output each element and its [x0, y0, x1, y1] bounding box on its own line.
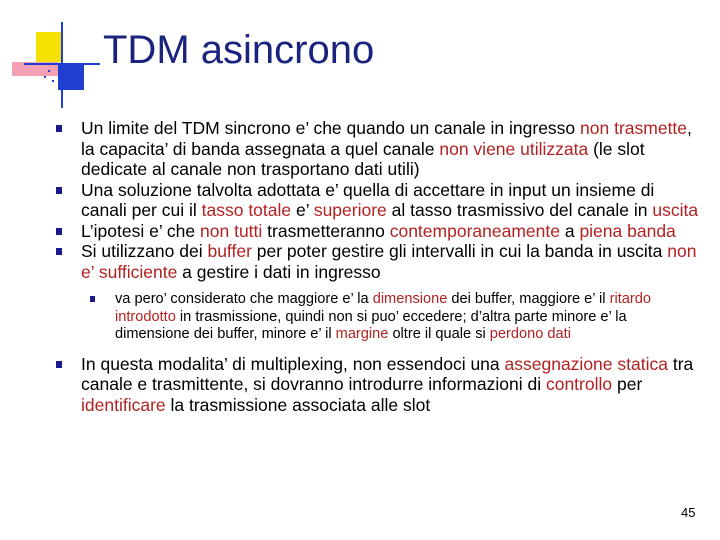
text-segment: , la capacita’ di banda assegnata a quel canale [81, 118, 692, 159]
highlighted-text: non tutti [200, 220, 263, 241]
sub-bullet-item [54, 291, 704, 344]
highlighted-text: contemporaneamente [389, 220, 560, 241]
text-segment: la trasmissione associata alle slot [165, 394, 431, 415]
bullet-text [81, 118, 692, 179]
highlighted-text: piena banda [579, 220, 676, 241]
highlighted-text: controllo [545, 374, 613, 394]
logo-horizontal-line [24, 63, 100, 65]
bullet-item [54, 221, 704, 242]
text-segment: e’ [291, 200, 314, 220]
text-segment: a [559, 220, 580, 241]
text-segment: per poter gestire gli intervalli in cui la banda in uscita [251, 241, 668, 261]
bullet-square-icon [56, 125, 62, 132]
bullet-item [54, 118, 704, 180]
bullet-text [81, 241, 696, 282]
text-segment: tra canale e trasmittente, si dovranno introdurre informazioni di [81, 353, 694, 394]
highlighted-text: non viene utilizzata [439, 138, 589, 159]
highlighted-text: superiore [313, 200, 387, 220]
logo-yellow-square [36, 32, 62, 62]
sub-bullet-square-icon [90, 296, 95, 302]
highlighted-text: ritardo introdotto [115, 291, 651, 325]
logo-dot [52, 80, 54, 82]
highlighted-text: non e’ sufficiente [81, 241, 697, 282]
sub-bullet-text [115, 291, 651, 342]
logo-dot [48, 70, 50, 72]
bullet-text [81, 221, 676, 241]
highlighted-text: margine [335, 326, 389, 342]
text-segment: Una soluzione talvolta adottata e’ quella di accettare in input un insieme di canali per cui il [81, 179, 655, 220]
slide-logo-decoration [0, 0, 100, 110]
logo-vertical-line [61, 22, 63, 108]
bullet-item [54, 180, 704, 221]
text-segment: dei buffer, maggiore e’ il [447, 291, 610, 307]
slide-title: TDM asincrono [103, 28, 375, 72]
text-segment: per [612, 374, 643, 394]
bullet-square-icon [56, 228, 62, 235]
highlighted-text: buffer [207, 241, 252, 261]
slide-content [54, 118, 704, 415]
bullet-text [81, 354, 693, 415]
text-segment: va pero’ considerato che maggiore e’ la [115, 291, 373, 307]
highlighted-text: dimensione [372, 291, 448, 307]
bullet-item [54, 354, 704, 416]
page-number: 45 [681, 505, 696, 520]
text-segment: al tasso trasmissivo del canale in [386, 200, 653, 220]
bullet-text [81, 180, 698, 221]
text-segment: Si utilizzano dei [81, 241, 208, 261]
text-segment: oltre il quale si [388, 326, 490, 342]
highlighted-text: uscita [652, 200, 699, 220]
highlighted-text: non trasmette [580, 118, 688, 138]
text-segment: Un limite del TDM sincrono e’ che quando un canale in ingresso [81, 118, 581, 138]
text-segment: L’ipotesi e’ che [81, 220, 201, 241]
text-segment: a gestire i dati in ingresso [177, 261, 381, 282]
highlighted-text: identificare [81, 394, 166, 415]
bullet-square-icon [56, 248, 62, 255]
bullet-square-icon [56, 361, 62, 368]
text-segment: (le slot dedicate al canale non trasportano dati utili) [81, 138, 645, 179]
highlighted-text: perdono dati [489, 326, 571, 342]
highlighted-text: assegnazione statica [504, 353, 668, 374]
text-segment: trasmetteranno [262, 220, 390, 241]
text-segment: in trasmissione, quindi non si puo’ eccedere; d’altra parte minore e’ la dimensione dei buffer, minore e’ il [115, 308, 627, 342]
highlighted-text: tasso totale [201, 200, 292, 220]
bullet-item [54, 241, 704, 282]
text-segment: In questa modalita’ di multiplexing, non essendoci una [81, 353, 505, 374]
bullet-square-icon [56, 187, 62, 194]
logo-dot [44, 76, 46, 78]
